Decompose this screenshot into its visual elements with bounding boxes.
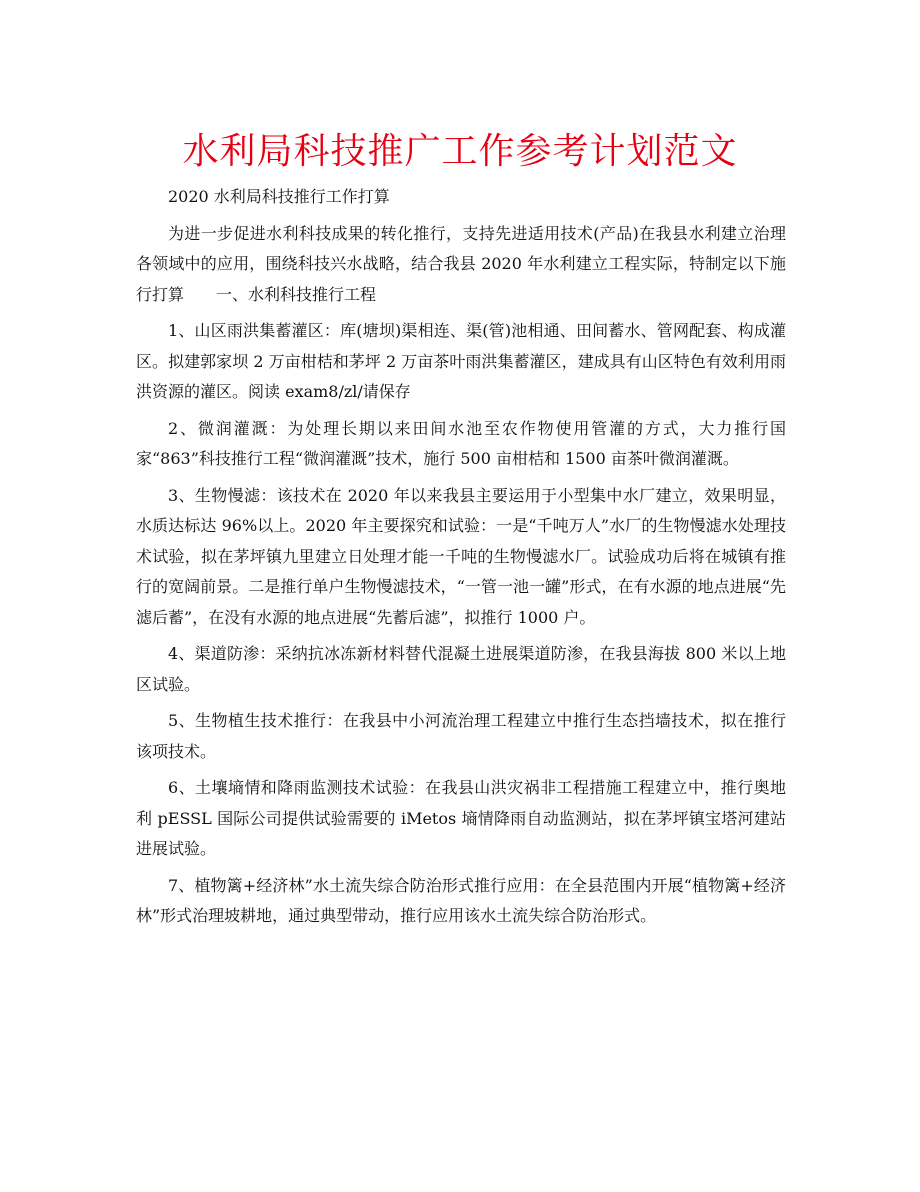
paragraph-item-7: 7、植物篱+经济林”水土流失综合防治形式推行应用：在全县范围内开展“植物篱+经济林”形式治理坡耕地，通过典型带动，推行应用该水土流失综合防治形式。	[136, 875, 786, 925]
paragraph-item-4: 4、渠道防渗：采纳抗冰冻新材料替代混凝土进展渠道防渗，在我县海拔 800 米以上地区试验。	[136, 644, 786, 694]
paragraph-subtitle: 2020 水利局科技推行工作打算	[168, 187, 390, 206]
paragraph-item-1: 1、山区雨洪集蓄灌区：库(塘坝)渠相连、渠(管)池相通、田间蓄水、管网配套、构成灌区。拟建郭家坝 2 万亩柑桔和茅坪 2 万亩茶叶雨洪集蓄灌区，建成具有山区特色有效利用雨洪资源的灌区。阅读 exam8/zl/请保存	[136, 321, 786, 401]
document-title: 水利局科技推广工作参考计划范文	[182, 131, 738, 172]
paragraph-item-2: 2、微润灌溉：为处理长期以来田间水池至农作物使用管灌的方式，大力推行国家“863”科技推行工程“微润灌溉”技术，施行 500 亩柑桔和 1500 亩茶叶微润灌溉。	[136, 418, 786, 468]
paragraph-item-6: 6、土壤墒情和降雨监测技术试验：在我县山洪灾祸非工程措施工程建立中，推行奥地利 pESSL 国际公司提供试验需要的 iMetos 墒情降雨自动监测站，拟在茅坪镇宝塔河建站进展试验。	[136, 778, 786, 858]
paragraph-intro: 为进一步促进水利科技成果的转化推行，支持先进适用技术(产品)在我县水利建立治理各领域中的应用，围绕科技兴水战略，结合我县 2020 年水利建立工程实际，特制定以下施行打算 一、水利科技推行工程	[136, 223, 786, 304]
paragraph-item-5: 5、生物植生技术推行：在我县中小河流治理工程建立中推行生态挡墙技术，拟在推行该项技术。	[136, 711, 786, 761]
document-body	[136, 182, 786, 938]
paragraph-item-3: 3、生物慢滤：该技术在 2020 年以来我县主要运用于小型集中水厂建立，效果明显，水质达标达 96%以上。2020 年主要探究和试验：一是“千吨万人”水厂的生物慢滤水处理技术试验，拟在茅坪镇九里建立日处理才能一千吨的生物慢滤水厂。试验成功后将在城镇有推行的宽阔前景。二是推行单户生物慢滤技术，“一管一池一罐”形式，在有水源的地点进展“先滤后蓄”，在没有水源的地点进展“先蓄后滤”，拟推行 1000 户。	[136, 485, 786, 627]
